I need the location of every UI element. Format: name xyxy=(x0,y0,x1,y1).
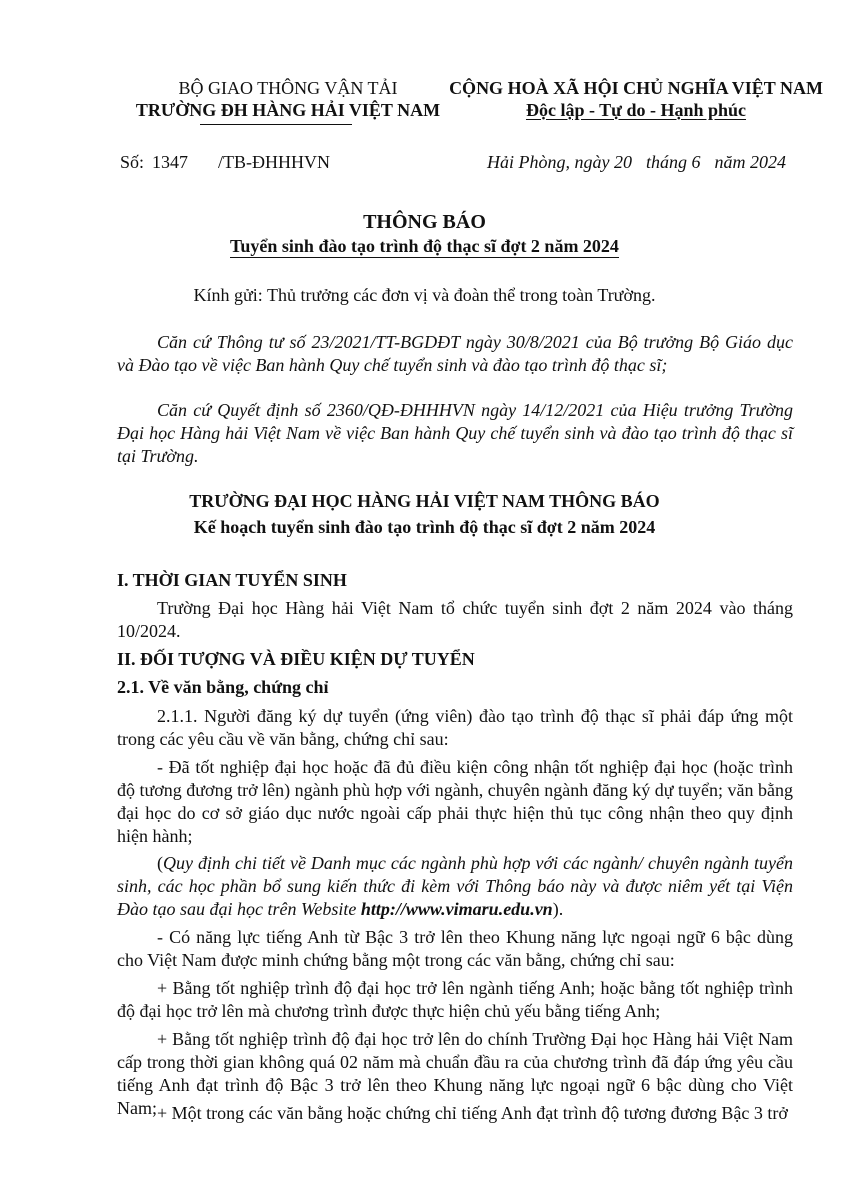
national-motto: Độc lập - Tự do - Hạnh phúc xyxy=(525,100,747,120)
paragraph-2-1-1: 2.1.1. Người đăng ký dự tuyển (ứng viên) đào tạo trình độ thạc sĩ phải đáp ứng một trong các yêu cầu về văn bằng, chứng chỉ sau: xyxy=(117,706,793,749)
paren-close: ). xyxy=(552,899,564,919)
document-date xyxy=(487,152,786,173)
paragraph-vimaru-degree: + Bằng tốt nghiệp trình độ đại học trở lên do chính Trường Đại học Hàng hải Việt Nam cấp trong thời gian không quá 02 năm mà chuẩn đầu ra của chương trình đã đáp ứng yêu cầu tiếng Anh đạt trình độ Bậc 3 trở lên theo Khung năng lực ngoại ngữ 6 bậc dùng cho Việt Nam; xyxy=(117,1029,793,1118)
section-2-1-heading: 2.1. Về văn bằng, chứng chỉ xyxy=(117,677,329,697)
document-subtitle: Tuyển sinh đào tạo trình độ thạc sĩ đợt 2 năm 2024 xyxy=(230,236,619,256)
ministry-name: BỘ GIAO THÔNG VẬN TẢI xyxy=(178,78,398,98)
date-place: Hải Phòng, ngày 20 xyxy=(487,152,632,172)
country-name: CỘNG HOÀ XÃ HỘI CHỦ NGHĨA VIỆT NAM xyxy=(449,78,823,98)
announce-subheading: Kế hoạch tuyển sinh đào tạo trình độ thạc sĩ đợt 2 năm 2024 xyxy=(193,517,656,537)
number-label: Số: xyxy=(120,152,145,172)
document-title: THÔNG BÁO xyxy=(363,211,486,233)
date-year: năm 2024 xyxy=(714,152,786,172)
section-1-heading: I. THỜI GIAN TUYỂN SINH xyxy=(117,570,347,590)
recipient-line: Kính gửi: Thủ trưởng các đơn vị và đoàn thể trong toàn Trường. xyxy=(193,285,656,305)
announce-heading: TRƯỜNG ĐẠI HỌC HÀNG HẢI VIỆT NAM THÔNG BÁO xyxy=(189,491,660,511)
document-subtitle-wrap xyxy=(0,236,849,257)
legal-basis-1: Căn cứ Thông tư số 23/2021/TT-BGDĐT ngày 30/8/2021 của Bộ trưởng Bộ Giáo dục và Đào tạo về việc Ban hành Quy chế tuyển sinh và đào tạo trình độ thạc sĩ; xyxy=(117,332,793,375)
paragraph-english: - Có năng lực tiếng Anh từ Bậc 3 trở lên theo Khung năng lực ngoại ngữ 6 bậc dùng cho Việt Nam được minh chứng bằng một trong các văn bằng, chứng chỉ sau: xyxy=(117,927,793,970)
paragraph-english-degree: + Bằng tốt nghiệp trình độ đại học trở lên ngành tiếng Anh; hoặc bằng tốt nghiệp trình độ đại học trở lên mà chương trình được thực hiện chủ yếu bằng tiếng Anh; xyxy=(117,978,793,1021)
document-code: /TB-ĐHHHVN xyxy=(218,152,331,172)
school-name: TRƯỜNG ĐH HÀNG HẢI VIỆT NAM xyxy=(135,100,441,120)
paragraph-certificate: + Một trong các văn bằng hoặc chứng chỉ tiếng Anh đạt trình độ tương đương Bậc 3 trở xyxy=(157,1103,788,1123)
paren-open: ( xyxy=(157,853,163,873)
issuer-block xyxy=(118,77,458,121)
website-link[interactable]: http://www.vimaru.edu.vn xyxy=(360,899,553,919)
number-value: 1347 xyxy=(152,152,189,172)
legal-basis-2: Căn cứ Quyết định số 2360/QĐ-ĐHHHVN ngày 14/12/2021 của Hiệu trưởng Trường Đại học Hàng hải Việt Nam về việc Ban hành Quy chế tuyển sinh và đào tạo trình độ thạc sĩ tại Trường. xyxy=(117,400,793,466)
paragraph-degree: - Đã tốt nghiệp đại học hoặc đã đủ điều kiện công nhận tốt nghiệp đại học (hoặc trình độ tương đương trở lên) ngành phù hợp với ngành, chuyên ngành đăng ký dự tuyển; văn bằng đại học do cơ sở giáo dục nước ngoài cấp phải thực hiện thủ tục công nhận theo quy định hiện hành; xyxy=(117,757,793,846)
section-1-text: Trường Đại học Hàng hải Việt Nam tổ chức tuyển sinh đợt 2 năm 2024 vào tháng 10/2024. xyxy=(117,598,793,641)
major-list-note: Quy định chi tiết về Danh mục các ngành phù hợp với các ngành/ chuyên ngành tuyển sinh, các học phần bổ sung kiến thức đi kèm với Thông báo này và được niêm yết tại Viện Đào tạo sau đại học trên Website xyxy=(117,853,793,919)
date-month: tháng 6 xyxy=(645,152,701,172)
national-block xyxy=(448,77,824,121)
document-number xyxy=(120,152,330,173)
section-2-heading: II. ĐỐI TƯỢNG VÀ ĐIỀU KIỆN DỰ TUYỂN xyxy=(117,649,475,669)
issuer-underline xyxy=(200,124,352,125)
paragraph-major-list xyxy=(117,852,793,921)
